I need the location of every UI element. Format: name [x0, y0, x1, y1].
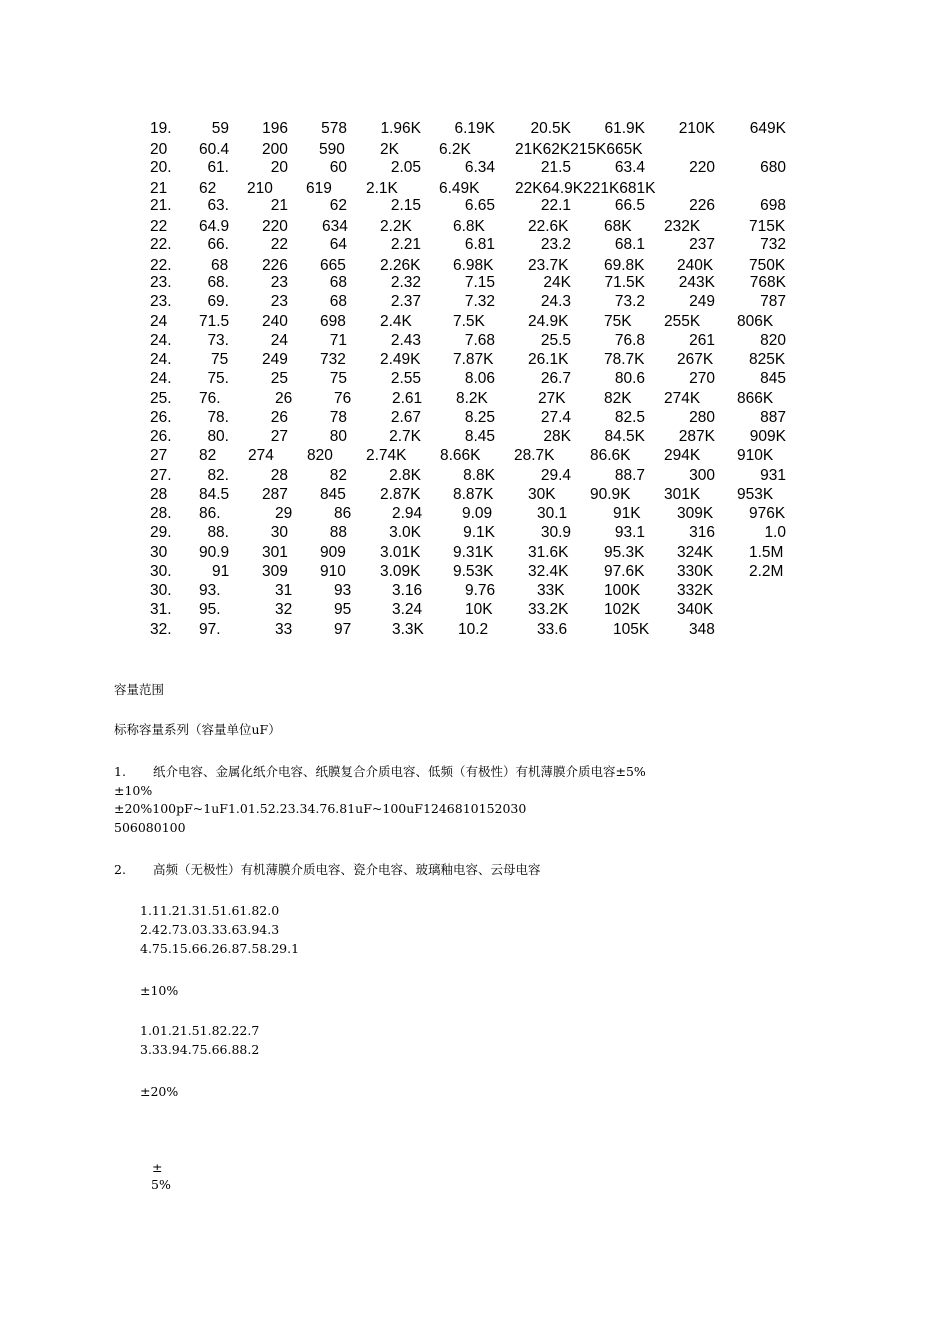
table-cell: 340K — [677, 601, 714, 619]
table-cell: 93.1 — [614, 524, 645, 542]
table-cell: 806K — [737, 312, 774, 330]
table-cell: 68. — [207, 274, 229, 291]
table-cell: 274K — [664, 389, 701, 407]
item-1-tolerance-10: ±10% — [114, 783, 153, 798]
table-cell: 63.4 — [614, 158, 645, 176]
table-cell: 316 — [689, 524, 715, 542]
table-cell: 634 — [322, 218, 348, 236]
table-cell: 8.8K — [463, 466, 495, 484]
table-cell: 22. — [150, 235, 172, 253]
table-cell: 1.96K — [380, 120, 421, 137]
table-cell: 261 — [689, 331, 715, 349]
table-cell: 287K — [678, 428, 715, 445]
table-cell: 680 — [760, 158, 786, 176]
table-cell: 3.09K — [380, 562, 421, 580]
table-cell: 267K — [677, 351, 714, 368]
table-cell: 3.24 — [392, 601, 423, 619]
table-cell: 21K62K215K665K — [515, 141, 643, 159]
table-cell: 10K — [465, 601, 493, 619]
table-cell: 86.6K — [590, 447, 631, 465]
table-cell: 1.0 — [764, 524, 786, 542]
table-cell: 23. — [150, 274, 172, 291]
table-cell: 97 — [334, 620, 352, 638]
table-cell: 2.37 — [390, 293, 421, 311]
table-cell: 249 — [262, 351, 288, 368]
table-cell: 7.15 — [464, 274, 495, 291]
table-cell: 88.7 — [614, 466, 645, 484]
table-cell: 6.98K — [453, 256, 494, 274]
table-cell: 76. — [199, 389, 221, 407]
table-cell: 31 — [275, 582, 293, 599]
table-cell: 64.9 — [199, 218, 230, 236]
table-cell: 68 — [329, 293, 347, 311]
table-cell: 953K — [737, 485, 774, 503]
table-cell: 665 — [320, 256, 346, 274]
table-cell: 26 — [270, 408, 288, 426]
table-cell: 31. — [150, 601, 172, 619]
table-cell: 75. — [207, 370, 229, 388]
table-cell: 2.26K — [380, 256, 421, 274]
table-cell: 28 — [270, 466, 288, 484]
table-cell: 23.7K — [528, 256, 569, 274]
table-cell: 9.31K — [453, 543, 494, 561]
table-cell: 232K — [664, 218, 701, 236]
table-cell: 66.5 — [614, 197, 645, 214]
table-cell: 63. — [207, 197, 229, 214]
table-cell: 237 — [689, 235, 715, 253]
table-cell: 10.2 — [458, 620, 489, 638]
table-cell: 30 — [270, 524, 288, 542]
table-cell: 226 — [689, 197, 715, 214]
table-cell: 84.5 — [199, 485, 230, 503]
table-cell: 301K — [664, 485, 701, 503]
table-cell: 590 — [319, 141, 345, 159]
table-cell: 909 — [320, 543, 346, 561]
item-2-series-a-line-2: 2.42.73.03.33.63.94.3 — [140, 922, 280, 937]
table-cell: 330K — [677, 562, 714, 580]
table-cell: 649K — [749, 120, 786, 137]
item-2-number: 2. — [114, 862, 126, 877]
table-cell: 8.06 — [464, 370, 495, 388]
table-cell: 3.3K — [392, 620, 424, 638]
table-cell: 7.68 — [464, 331, 495, 349]
table-cell: 820 — [760, 331, 786, 349]
table-cell: 332K — [677, 582, 714, 599]
table-cell: 21.5 — [540, 158, 571, 176]
table-cell: 8.66K — [440, 447, 481, 465]
table-cell: 28. — [150, 505, 172, 522]
table-cell: 787 — [760, 293, 786, 311]
table-cell: 80.6 — [614, 370, 645, 388]
table-cell: 61.9K — [604, 120, 645, 137]
table-cell: 309K — [677, 505, 714, 522]
table-cell: 910 — [320, 562, 346, 580]
table-cell: 88. — [207, 524, 229, 542]
table-cell: 59 — [211, 120, 229, 137]
table-cell: 69. — [207, 293, 229, 311]
item-2-tolerance-10: ±10% — [140, 983, 179, 998]
table-cell: 3.16 — [392, 582, 423, 599]
item-1-values-continued: 506080100 — [114, 820, 186, 835]
table-cell: 30K — [528, 485, 556, 503]
table-cell: 301 — [262, 543, 288, 561]
table-cell: 2.67 — [390, 408, 421, 426]
table-cell: 28 — [150, 485, 168, 503]
table-cell: 240K — [677, 256, 714, 274]
table-cell: 22.1 — [540, 197, 571, 214]
table-cell: 2.21 — [390, 235, 421, 253]
table-cell: 60.4 — [199, 141, 230, 159]
table-cell: 210K — [678, 120, 715, 137]
table-cell: 8.25 — [464, 408, 495, 426]
table-cell: 82 — [199, 447, 217, 465]
table-cell: 71.5K — [604, 274, 645, 291]
table-cell: 20 — [150, 141, 168, 159]
table-cell: 2.43 — [390, 331, 421, 349]
item-2-series-a-line-1: 1.11.21.31.51.61.82.0 — [140, 903, 280, 918]
table-cell: 28K — [543, 428, 571, 445]
table-cell: 76 — [334, 389, 352, 407]
table-cell: 80. — [207, 428, 229, 445]
table-cell: 9.53K — [453, 562, 494, 580]
table-cell: 768K — [749, 274, 786, 291]
table-cell: 825K — [749, 351, 786, 368]
table-cell: 20.5K — [530, 120, 571, 137]
table-cell: 243K — [678, 274, 715, 291]
table-cell: 33 — [275, 620, 293, 638]
table-cell: 6.34 — [464, 158, 495, 176]
table-cell: 280 — [689, 408, 715, 426]
table-cell: 2.05 — [390, 158, 421, 176]
table-cell: 8.2K — [456, 389, 488, 407]
table-cell: 27 — [270, 428, 288, 445]
table-cell: 80 — [329, 428, 347, 445]
table-cell: 240 — [262, 312, 288, 330]
table-cell: 2.1K — [366, 179, 398, 197]
table-cell: 23.2 — [540, 235, 571, 253]
table-cell: 196 — [262, 120, 288, 137]
table-cell: 75 — [211, 351, 229, 368]
table-cell: 30. — [150, 582, 172, 599]
table-cell: 105K — [613, 620, 650, 638]
table-cell: 30. — [150, 562, 172, 580]
table-cell: 294K — [664, 447, 701, 465]
table-cell: 2.61 — [392, 389, 423, 407]
table-cell: 2.7K — [389, 428, 421, 445]
table-cell: 88 — [329, 524, 347, 542]
table-cell: 20 — [270, 158, 288, 176]
table-cell: 78 — [329, 408, 347, 426]
table-cell: 24. — [150, 370, 172, 388]
table-cell: 62 — [199, 179, 217, 197]
table-cell: 619 — [306, 179, 332, 197]
table-cell: 30.1 — [537, 505, 568, 522]
table-cell: 24.9K — [528, 312, 569, 330]
table-cell: 7.32 — [464, 293, 495, 311]
table-cell: 887 — [760, 408, 786, 426]
table-cell: 1.5M — [749, 543, 784, 561]
table-cell: 300 — [689, 466, 715, 484]
table-cell: 71 — [329, 331, 347, 349]
table-cell: 732 — [320, 351, 346, 368]
table-cell: 95.3K — [604, 543, 645, 561]
table-cell: 9.76 — [465, 582, 496, 599]
table-cell: 23 — [270, 274, 288, 291]
table-cell: 29 — [275, 505, 293, 522]
tail-plus-minus: ± — [152, 1160, 163, 1175]
table-cell: 69.8K — [604, 256, 645, 274]
table-cell: 27. — [150, 466, 172, 484]
table-cell: 22.6K — [528, 218, 569, 236]
item-1-tolerance-20-values: ±20%100pF~1uF1.01.52.23.34.76.81uF~100uF1246810152030 — [114, 801, 527, 816]
table-cell: 8.87K — [453, 485, 494, 503]
table-cell: 732 — [760, 235, 786, 253]
table-cell: 274 — [248, 447, 274, 465]
table-cell: 226 — [262, 256, 288, 274]
table-cell: 22 — [150, 218, 168, 236]
table-cell: 24.3 — [540, 293, 571, 311]
item-2-series-a-line-3: 4.75.15.66.26.87.58.29.1 — [140, 941, 300, 956]
table-cell: 29.4 — [540, 466, 571, 484]
table-cell: 82.5 — [614, 408, 645, 426]
table-cell: 71.5 — [199, 312, 230, 330]
table-cell: 6.8K — [453, 218, 485, 236]
table-cell: 210 — [247, 179, 273, 197]
table-cell: 26. — [150, 428, 172, 445]
table-cell: 86. — [199, 505, 221, 522]
table-cell: 82. — [207, 466, 229, 484]
table-cell: 33K — [537, 582, 565, 599]
table-cell: 22. — [150, 256, 172, 274]
table-cell: 26.7 — [540, 370, 571, 388]
table-cell: 25. — [150, 389, 172, 407]
table-cell: 2.74K — [366, 447, 407, 465]
item-2-series-b-line-2: 3.33.94.75.66.88.2 — [140, 1042, 260, 1057]
table-cell: 102K — [604, 601, 641, 619]
table-cell: 95. — [199, 601, 221, 619]
table-cell: 220 — [262, 218, 288, 236]
table-cell: 6.65 — [464, 197, 495, 214]
table-cell: 97.6K — [604, 562, 645, 580]
table-cell: 7.5K — [453, 312, 485, 330]
table-cell: 698 — [760, 197, 786, 214]
item-1-text: 纸介电容、金属化纸介电容、纸膜复合介质电容、低频（有极性）有机薄膜介质电容±5% — [153, 764, 646, 779]
table-cell: 9.1K — [463, 524, 495, 542]
table-cell: 23 — [270, 293, 288, 311]
table-cell: 22K64.9K221K681K — [515, 179, 656, 197]
table-cell: 60 — [329, 158, 347, 176]
table-cell: 73. — [207, 331, 229, 349]
table-cell: 32. — [150, 620, 172, 638]
table-cell: 21 — [270, 197, 288, 214]
table-cell: 64 — [329, 235, 347, 253]
table-cell: 8.45 — [464, 428, 495, 445]
table-cell: 3.0K — [389, 524, 421, 542]
table-cell: 2.49K — [380, 351, 421, 368]
table-cell: 30.9 — [540, 524, 571, 542]
table-cell: 25.5 — [540, 331, 571, 349]
table-cell: 2.87K — [380, 485, 421, 503]
table-cell: 27 — [150, 447, 168, 465]
table-cell: 27K — [538, 389, 566, 407]
table-cell: 84.5K — [604, 428, 645, 445]
table-cell: 2.8K — [389, 466, 421, 484]
table-cell: 845 — [760, 370, 786, 388]
table-cell: 76.8 — [614, 331, 645, 349]
item-2-tolerance-20: ±20% — [140, 1084, 179, 1099]
table-cell: 2.32 — [390, 274, 421, 291]
table-cell: 24 — [270, 331, 288, 349]
table-cell: 78. — [207, 408, 229, 426]
table-cell: 20. — [150, 158, 172, 176]
table-cell: 255K — [664, 312, 701, 330]
table-cell: 24 — [150, 312, 168, 330]
table-cell: 68.1 — [614, 235, 645, 253]
table-cell: 6.49K — [439, 179, 480, 197]
table-cell: 78.7K — [604, 351, 645, 368]
table-cell: 2.2K — [380, 218, 412, 236]
table-cell: 23. — [150, 293, 172, 311]
table-cell: 75K — [604, 312, 632, 330]
table-cell: 24. — [150, 331, 172, 349]
table-cell: 93 — [334, 582, 352, 599]
table-cell: 578 — [321, 120, 347, 137]
table-cell: 25 — [270, 370, 288, 388]
table-cell: 7.87K — [453, 351, 494, 368]
item-2-series-b-line-1: 1.01.21.51.82.22.7 — [140, 1023, 260, 1038]
table-cell: 86 — [334, 505, 352, 522]
table-cell: 698 — [320, 312, 346, 330]
table-cell: 32.4K — [528, 562, 569, 580]
table-cell: 66. — [207, 235, 229, 253]
table-cell: 909K — [749, 428, 786, 445]
table-cell: 73.2 — [614, 293, 645, 311]
table-cell: 2K — [380, 141, 399, 159]
table-cell: 270 — [689, 370, 715, 388]
table-cell: 82 — [329, 466, 347, 484]
table-cell: 61. — [207, 158, 229, 176]
table-cell: 3.01K — [380, 543, 421, 561]
table-cell: 33.2K — [528, 601, 569, 619]
table-cell: 24K — [543, 274, 571, 291]
table-cell: 2.2M — [749, 562, 784, 580]
table-cell: 100K — [604, 582, 641, 599]
table-cell: 2.94 — [392, 505, 423, 522]
table-cell: 75 — [329, 370, 347, 388]
table-cell: 2.4K — [380, 312, 412, 330]
table-cell: 200 — [262, 141, 288, 159]
table-cell: 910K — [737, 447, 774, 465]
table-cell: 90.9 — [199, 543, 230, 561]
table-cell: 6.19K — [454, 120, 495, 137]
table-cell: 715K — [749, 218, 786, 236]
table-cell: 30 — [150, 543, 168, 561]
table-cell: 91 — [212, 562, 230, 580]
table-cell: 24. — [150, 351, 172, 368]
table-cell: 845 — [320, 485, 346, 503]
item-2-text: 高频（无极性）有机薄膜介质电容、瓷介电容、玻璃釉电容、云母电容 — [153, 862, 541, 877]
table-cell: 348 — [689, 620, 715, 638]
table-cell: 6.81 — [464, 235, 495, 253]
table-cell: 866K — [737, 389, 774, 407]
table-cell: 62 — [329, 197, 347, 214]
table-cell: 26. — [150, 408, 172, 426]
table-cell: 750K — [749, 256, 786, 274]
table-cell: 29. — [150, 524, 172, 542]
table-cell: 21. — [150, 197, 172, 214]
table-cell: 82K — [604, 389, 632, 407]
table-cell: 33.6 — [537, 620, 568, 638]
table-cell: 27.4 — [540, 408, 571, 426]
table-cell: 91K — [613, 505, 641, 522]
table-cell: 309 — [262, 562, 288, 580]
table-cell: 90.9K — [590, 485, 631, 503]
table-cell: 32 — [275, 601, 293, 619]
table-cell: 287 — [262, 485, 288, 503]
table-cell: 21 — [150, 179, 168, 197]
table-cell: 9.09 — [462, 505, 493, 522]
table-cell: 6.2K — [439, 141, 471, 159]
table-cell: 931 — [760, 466, 786, 484]
table-cell: 68K — [604, 218, 632, 236]
table-cell: 31.6K — [528, 543, 569, 561]
table-cell: 97. — [199, 620, 221, 638]
capacity-range-heading: 容量范围 — [114, 682, 165, 697]
table-cell: 249 — [689, 293, 715, 311]
table-cell: 68 — [329, 274, 347, 291]
table-cell: 820 — [307, 447, 333, 465]
table-cell: 22 — [270, 235, 288, 253]
table-cell: 2.55 — [390, 370, 421, 388]
table-cell: 28.7K — [514, 447, 555, 465]
table-cell: 19. — [150, 120, 172, 137]
item-1-number: 1. — [114, 764, 126, 779]
table-cell: 26.1K — [528, 351, 569, 368]
table-cell: 220 — [689, 158, 715, 176]
table-cell: 976K — [749, 505, 786, 522]
table-cell: 93. — [199, 582, 221, 599]
table-cell: 324K — [677, 543, 714, 561]
table-cell: 95 — [334, 601, 352, 619]
table-cell: 26 — [275, 389, 293, 407]
tail-5-percent: 5% — [151, 1177, 171, 1192]
table-cell: 68 — [211, 256, 229, 274]
table-cell: 2.15 — [390, 197, 421, 214]
series-title: 标称容量系列（容量单位uF） — [114, 722, 281, 737]
